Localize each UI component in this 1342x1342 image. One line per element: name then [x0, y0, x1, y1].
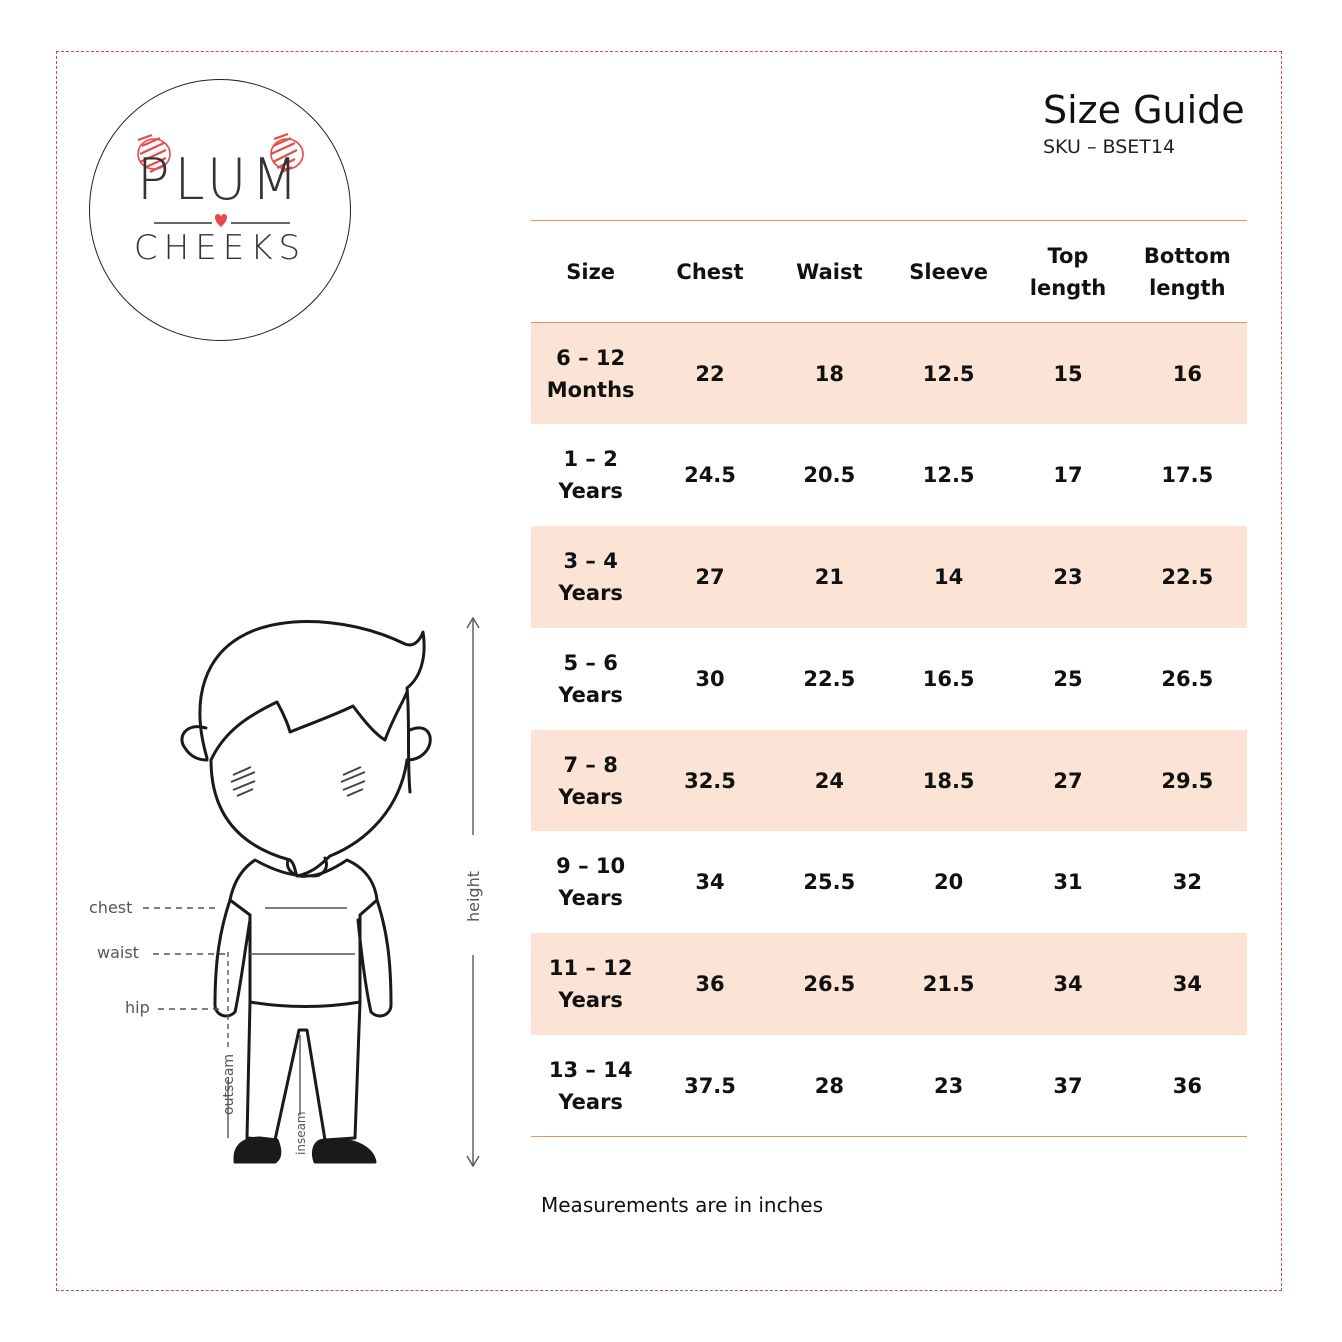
cell-size: 1 – 2 Years: [558, 447, 623, 504]
title-block: [1043, 86, 1245, 158]
col-size: Size: [566, 259, 616, 284]
label-chest: chest: [89, 898, 133, 917]
cell-top-length: 17: [1053, 463, 1083, 488]
measurement-figure: [85, 610, 515, 1190]
page-title: Size Guide: [1043, 88, 1245, 132]
cell-waist: 18: [814, 361, 844, 386]
cell-size: 11 – 12 Years: [548, 956, 633, 1013]
cell-size: 6 – 12 Months: [546, 345, 635, 402]
cell-sleeve: 23: [934, 1073, 964, 1098]
col-bottom-length: Bottom length: [1143, 243, 1231, 300]
brand-logo: [89, 79, 351, 341]
cell-sleeve: 20: [934, 870, 964, 895]
cell-waist: 22.5: [803, 666, 856, 691]
cell-waist: 28: [814, 1073, 844, 1098]
cell-bottom-length: 34: [1172, 972, 1202, 997]
table-row: [531, 1035, 1247, 1137]
sku-label: SKU – BSET14: [1043, 136, 1176, 158]
cell-size: 7 – 8 Years: [558, 752, 623, 809]
cell-sleeve: 18.5: [922, 768, 975, 793]
cell-bottom-length: 32: [1172, 870, 1202, 895]
label-height: height: [464, 871, 483, 922]
label-waist: waist: [97, 943, 139, 962]
cell-top-length: 23: [1053, 564, 1083, 589]
logo-word-plum: PLUM: [136, 146, 304, 213]
cell-top-length: 25: [1053, 666, 1083, 691]
cell-top-length: 37: [1053, 1073, 1083, 1098]
col-top-length: Top length: [1029, 243, 1107, 300]
table-row: [531, 424, 1247, 526]
cell-chest: 22: [695, 361, 725, 386]
label-inseam: inseam: [294, 1111, 308, 1155]
cell-waist: 26.5: [803, 972, 856, 997]
cell-top-length: 15: [1053, 361, 1083, 386]
table-header-row: [531, 221, 1247, 323]
size-table: [531, 220, 1247, 1137]
cell-bottom-length: 22.5: [1161, 564, 1214, 589]
col-waist: Waist: [796, 259, 863, 284]
cell-chest: 24.5: [684, 463, 736, 488]
cell-chest: 30: [695, 666, 725, 691]
cell-chest: 34: [695, 870, 725, 895]
cell-sleeve: 12.5: [922, 361, 975, 386]
logo-word-cheeks: CHEEKS: [133, 228, 307, 268]
cell-bottom-length: 29.5: [1161, 768, 1214, 793]
cell-top-length: 34: [1053, 972, 1083, 997]
cell-size: 13 – 14 Years: [548, 1057, 633, 1114]
cell-chest: 36: [695, 972, 725, 997]
table-row: [531, 831, 1247, 933]
cell-waist: 24: [814, 768, 844, 793]
cell-chest: 32.5: [684, 768, 736, 793]
cell-chest: 37.5: [684, 1073, 736, 1098]
label-outseam: outseam: [221, 1053, 237, 1115]
units-note: Measurements are in inches: [541, 1193, 824, 1217]
cell-top-length: 27: [1053, 768, 1083, 793]
cell-bottom-length: 36: [1172, 1073, 1202, 1098]
cell-waist: 20.5: [803, 463, 856, 488]
cell-sleeve: 14: [934, 564, 964, 589]
cell-bottom-length: 26.5: [1161, 666, 1214, 691]
cell-size: 5 – 6 Years: [558, 650, 623, 707]
cell-waist: 25.5: [803, 870, 856, 895]
cell-size: 9 – 10 Years: [556, 854, 626, 911]
label-hip: hip: [125, 998, 150, 1017]
cell-bottom-length: 16: [1172, 361, 1202, 386]
col-chest: Chest: [676, 259, 744, 284]
table-row: [531, 933, 1247, 1035]
cell-sleeve: 12.5: [922, 463, 975, 488]
table-row: [531, 730, 1247, 832]
cell-waist: 21: [814, 564, 844, 589]
cell-chest: 27: [695, 564, 725, 589]
cell-size: 3 – 4 Years: [558, 548, 623, 605]
table-row: [531, 323, 1247, 425]
cell-bottom-length: 17.5: [1161, 463, 1214, 488]
table-row: [531, 526, 1247, 628]
table-row: [531, 628, 1247, 730]
cell-sleeve: 16.5: [922, 666, 975, 691]
cell-top-length: 31: [1053, 870, 1083, 895]
col-sleeve: Sleeve: [909, 259, 989, 284]
cell-sleeve: 21.5: [922, 972, 975, 997]
